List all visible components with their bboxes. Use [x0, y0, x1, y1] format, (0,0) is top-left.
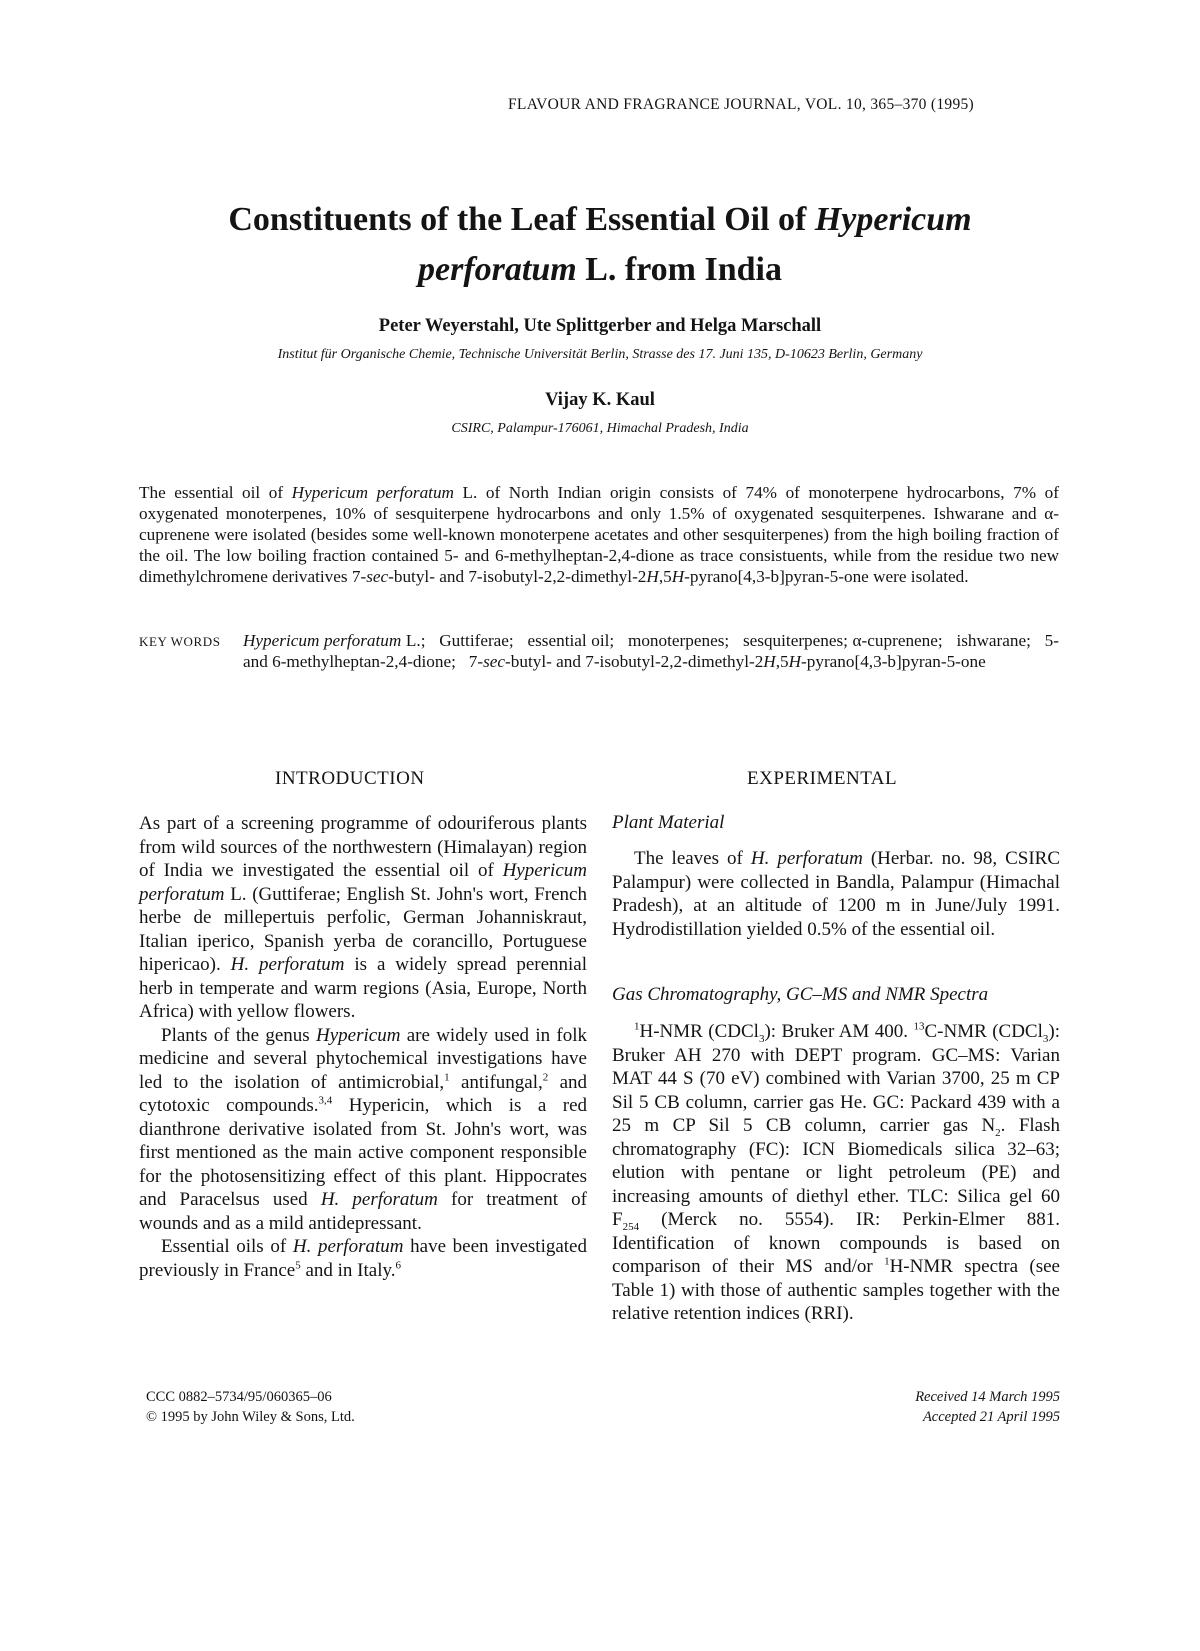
intro-paragraph-2: Plants of the genus Hypericum are widely used in folk medicine and several phytochemical investigations have led to the isolation of antimicrobial,$^1$ antifungal,$^2$ and cytotoxic compounds.$^{3,4}$ Hypericin, which is a red dianthrone derivative isolated from St. John's wort, was first mentioned as the main active component responsible for the photosensitizing effect of this plant. Hippocrates and Paracelsus used H. perforatum for treatment of wounds and as a mild antidepressant.	[139, 1024, 588, 1234]
keywords-label: KEY WORDS	[139, 634, 221, 649]
keyword-italic: sec	[483, 652, 506, 671]
intro-paragraph-3: Essential oils of H. perforatum have been investigated previously in France$^5$ and in Italy.$^6$	[139, 1236, 587, 1281]
journal-header: FLAVOUR AND FRAGRANCE JOURNAL, VOL. 10, 365–370 (1995)	[508, 96, 975, 113]
keyword-italic: Hypericum perforatum	[243, 631, 402, 650]
received-date: Received 14 March 1995	[915, 1389, 1060, 1405]
keyword-italic: H	[788, 652, 802, 671]
abstract-italic: H	[671, 567, 685, 586]
ccc-code: CCC 0882–5734/95/060365–06	[146, 1389, 332, 1405]
accepted-date: Accepted 21 April 1995	[922, 1409, 1060, 1425]
authors-group1: Peter Weyerstahl, Ute Splittgerber and Helga Marschall	[378, 316, 822, 336]
keyword-text: ,5	[775, 652, 789, 671]
abstract-text: L. of North Indian origin consists of 74% of monoterpene hydrocarbons, 7% of oxygenated monoterpenes, 10% of sesquiterpene hydrocarbons and only 1.5% of oxygenated sesquiterpenes. Ishwarane and α-cuprenene were isolated (besides some well-known monoterpene acetates and other sesquiterpenes) from the high boiling fraction of the oil. The low boiling fraction contained 5- and 6-methylheptan-2,4-dione as trace consistuents, while from the residue two new dimethylchromene derivatives 7-	[139, 483, 1059, 586]
keywords	[243, 630, 1064, 672]
affiliation-india: CSIRC, Palampur-176061, Himachal Pradesh, India	[451, 421, 749, 436]
keyword-text: -pyrano[4,3-b]pyran-5-one	[801, 652, 986, 671]
affiliation-berlin: Institut für Organische Chemie, Technische Universität Berlin, Strasse des 17. Juni 135, D-10623 Berlin, Germany	[277, 347, 923, 362]
article-title	[130, 195, 1070, 295]
abstract-text: -butyl- and 7-isobutyl-2,2-dimethyl-2	[388, 567, 647, 586]
title-part2: L. from India	[576, 251, 782, 288]
intro-paragraph-1: As part of a screening programme of odouriferous plants from wild sources of the northwestern (Himalayan) region of India we investigated the essential oil of Hypericum perforatum L. (Guttiferae; English St. John's wort, French herbe de millepertuis perfolic, German Johanniskraut, Italian iperico, Spanish yerba de corancillo, Portuguese hipericao). H. perforatum is a widely spread perennial herb in temperate and warm regions (Asia, Europe, North Africa) with yellow flowers.	[139, 813, 588, 1022]
abstract-text: The essential oil of	[139, 483, 292, 502]
plant-material-paragraph: The leaves of H. perforatum (Herbar. no. 98, CSIRC Palampur) were collected in Bandla, Palampur (Himachal Pradesh), at an altitude of 1200 m in June/July 1991. Hydrodistillation yielded 0.5% of the essential oil.	[612, 848, 1061, 940]
abstract	[139, 482, 1059, 587]
title-italic2: perforatum	[418, 251, 577, 288]
introduction-heading: INTRODUCTION	[275, 768, 425, 789]
gc-ms-paragraph: $^1$H-NMR (CDCl$_3$): Bruker AM 400. $^{13}$C-NMR (CDCl$_3$): Bruker AH 270 with DEPT program. GC–MS: Varian MAT 44 S (70 eV) combined with Varian 3700, 25 m CP Sil 5 CB column, carrier gas He. GC: Packard 439 with a 25 m CP Sil 5 CB column, carrier gas $N_2$. Flash chromatography (FC): ICN Biomedicals silica 32–63; elution with pentane or light petroleum (PE) and increasing amounts of diethyl ether. TLC: Silica gel 60 $F_{254}$ (Merck no. 5554). IR: Perkin-Elmer 881. Identification of known compounds is based on comparison of their MS and/or $^1$H-NMR spectra (see Table 1) with those of authentic samples together with the relative retention indices (RRI).	[612, 1020, 1060, 1324]
abstract-text: ,5	[658, 567, 672, 586]
introduction-body	[139, 812, 587, 1282]
abstract-text: -pyrano[4,3-b]pyran-5-one were isolated.	[684, 567, 969, 586]
subheading-gc-ms-nmr: Gas Chromatography, GC–MS and NMR Spectra	[612, 984, 989, 1005]
abstract-italic: H	[646, 567, 659, 586]
subheading-plant-material: Plant Material	[612, 812, 725, 833]
abstract-italic: sec	[366, 567, 389, 586]
experimental-heading: EXPERIMENTAL	[747, 768, 898, 789]
title-italic1: Hypericum	[814, 201, 972, 238]
footer-ccc	[146, 1387, 355, 1427]
abstract-italic: Hypericum perforatum	[291, 483, 454, 502]
copyright: © 1995 by John Wiley & Sons, Ltd.	[146, 1409, 355, 1425]
footer-dates	[846, 1387, 1060, 1427]
title-part1: Constituents of the Leaf Essential Oil of	[228, 201, 815, 238]
keyword-text: -butyl- and 7-isobutyl-2,2-dimethyl-2	[505, 652, 764, 671]
keyword-text: L.; Guttiferae; essential oil; monoterpenes; sesquiterpenes; α-cuprenene; ishwarane; 5- and 6-methylheptan-2,4-dione; 7-	[243, 631, 1064, 671]
keyword-italic: H	[763, 652, 776, 671]
authors-group2: Vijay K. Kaul	[545, 390, 655, 410]
